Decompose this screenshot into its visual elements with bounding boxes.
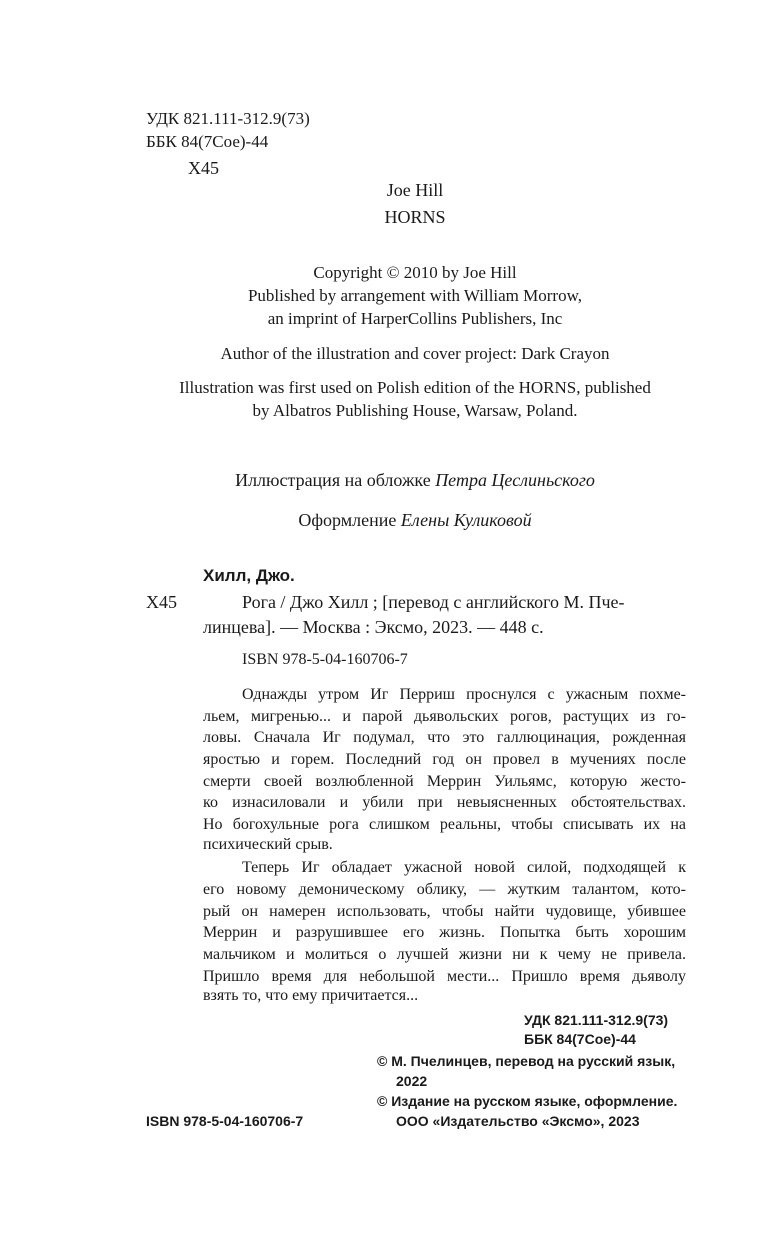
catalog-heading: Хилл, Джо. [203,566,295,585]
annotation-line: психический срыв. [203,836,333,853]
annotation-line: ко изнасиловали и убили при невыясненных обстоятельствах. [203,794,686,811]
imprint-line: an imprint of HarperCollins Publishers, Inc [267,309,563,328]
bbk-code: ББК 84(7Сое)-44 [146,132,269,151]
annotation-line: рый он намерен использовать, чтобы найти чудовище, убившее [203,903,686,920]
annotation-line: Однажды утром Иг Перриш проснулся с ужасным похме- [242,686,686,703]
translation-copyright-year: 2022 [396,1073,428,1089]
annotation-line: взять то, что ему причитается... [203,987,419,1004]
edition-copyright-publisher: ООО «Издательство «Эксмо», 2023 [396,1113,640,1129]
catalog-entry-line-2: линцева]. — Москва : Эксмо, 2023. — 448 с. [203,617,544,637]
annotation-line: смерти своей возлюбленной Меррин Уильямс, которую жесто- [203,773,686,790]
footer-bbk: ББК 84(7Сое)-44 [524,1031,636,1047]
design-credit [0,510,768,531]
annotation-line: его новому демоническому облику, — жутким талантом, кото- [203,881,686,898]
annotation-line: льем, мигренью... и парой дьявольских рогов, растущих из го- [203,708,686,725]
first-used-line-2: by Albatros Publishing House, Warsaw, Poland. [252,401,578,420]
catalog-isbn: ISBN 978-5-04-160706-7 [242,651,408,668]
original-title: HORNS [384,207,446,227]
arrangement-line: Published by arrangement with William Morrow, [247,286,583,305]
design-credit-label: Оформление [298,510,397,530]
annotation-line: Теперь Иг обладает ужасной новой силой, подходящей к [242,859,686,876]
cover-credit-label: Иллюстрация на обложке [235,470,431,490]
translation-copyright: © М. Пчелинцев, перевод на русский язык, [377,1053,676,1069]
annotation-line: Но богохульные рога слишком реальны, чтобы списывать их на [203,816,686,833]
annotation-line: мальчиком и молиться о лучшей жизни ни к чему не привела. [203,946,686,963]
annotation-line: Меррин и разрушившее его жизнь. Попытка быть хорошим [203,924,686,941]
first-used-line-1: Illustration was first used on Polish edition of the HORNS, published [179,378,651,397]
edition-copyright: © Издание на русском языке, оформление. [377,1093,678,1109]
original-author: Joe Hill [386,180,444,200]
annotation-line: ловы. Сначала Иг подумал, что это галлюцинация, рожденная [203,729,686,746]
catalog-mark: Х45 [146,592,177,612]
illustration-author-line: Author of the illustration and cover project: Dark Crayon [220,344,610,363]
annotation-line: Пришло время для небольшой мести... Пришло время дьяволу [203,968,686,985]
design-credit-name: Елены Куликовой [400,510,532,530]
udk-code: УДК 821.111-312.9(73) [146,109,310,128]
author-mark: Х45 [188,158,219,178]
copyright-line: Copyright © 2010 by Joe Hill [313,263,517,282]
annotation-line: яростью и горем. Последний год он провел в мучениях после [203,751,686,768]
cover-credit-name: Петра Цеслиньского [435,470,595,490]
cover-credit [0,470,768,491]
catalog-entry-line-1: Рога / Джо Хилл ; [перевод с английского М. Пче- [242,592,625,612]
footer-isbn: ISBN 978-5-04-160706-7 [146,1113,304,1129]
footer-udk: УДК 821.111-312.9(73) [524,1012,669,1028]
